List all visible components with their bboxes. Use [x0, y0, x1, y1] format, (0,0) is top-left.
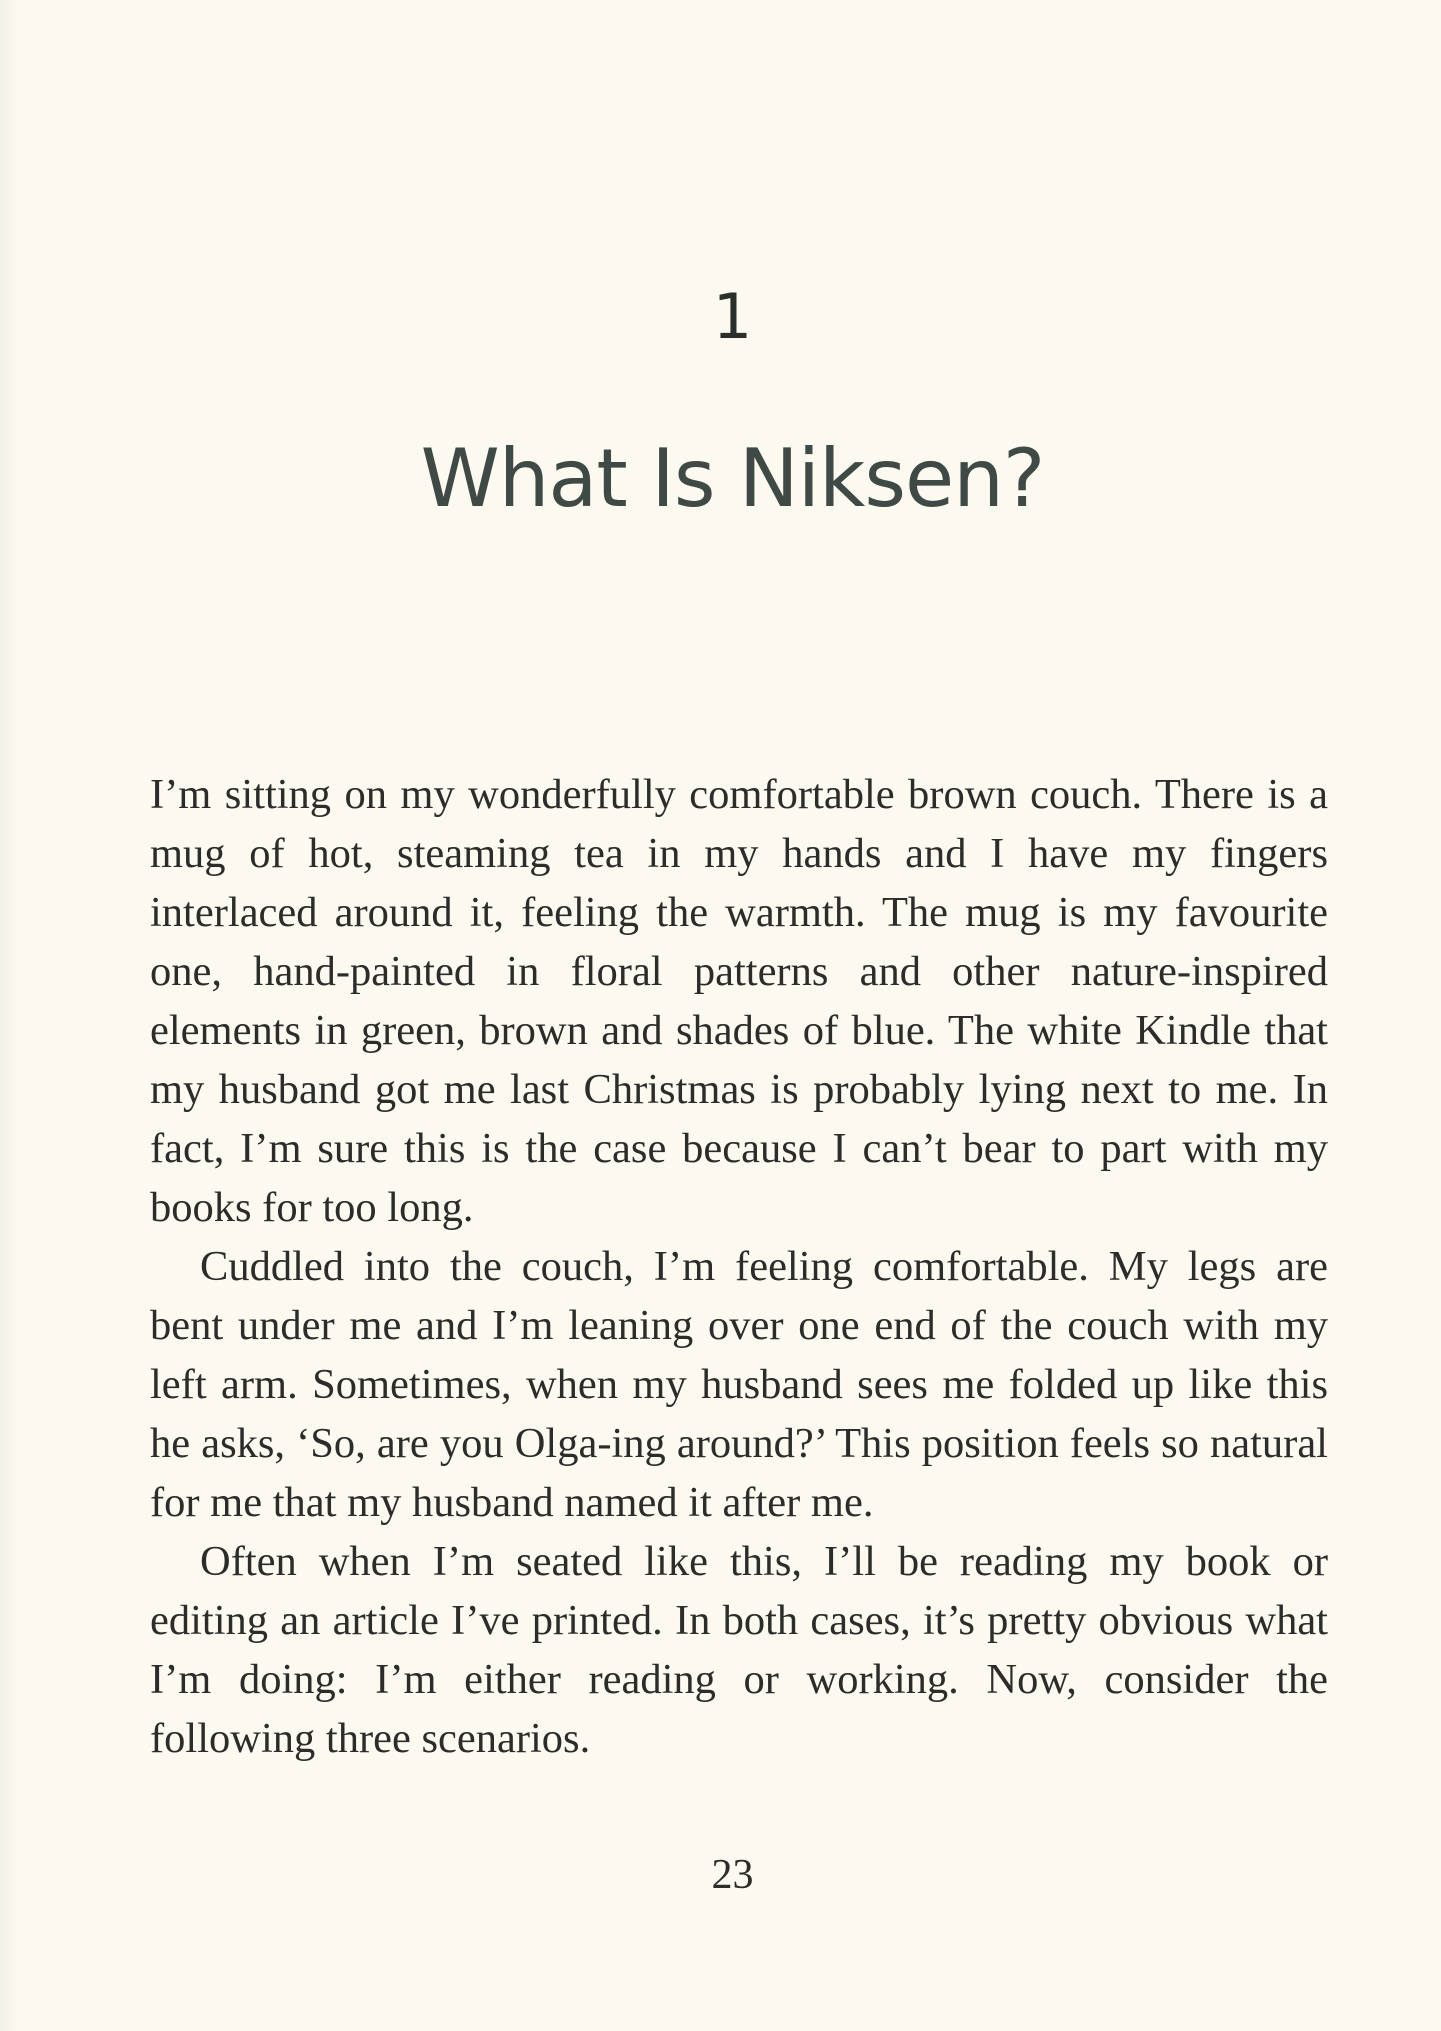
chapter-number: 1 [712, 280, 753, 353]
paragraph: Cuddled into the couch, I’m feeling comfortable. My legs are bent under me and I’m leaning over one end of the couch with my left arm. Sometimes, when my husband sees me folded up like this he asks, ‘So, are you Olga-ing around?’ This position feels so natural for me that my husband named it after me. [150, 1243, 1328, 1526]
chapter-title: What Is Niksen? [420, 432, 1045, 525]
page-number: 23 [711, 1852, 754, 1898]
paragraph: I’m sitting on my wonderfully comfortable brown couch. There is a mug of hot, steaming tea in my hands and I have my fingers interlaced around it, feeling the warmth. The mug is my favourite one, hand-painted in floral patterns and other nature-inspired elements in green, brown and shades of blue. The white Kindle that my husband got me last Christmas is probably lying next to me. In fact, I’m sure this is the case because I can’t bear to part with my books for too long. [150, 771, 1328, 1231]
chapter-body [150, 765, 1328, 1768]
paragraph: Often when I’m seated like this, I’ll be reading my book or editing an article I’ve printed. In both cases, it’s pretty obvious what I’m doing: I’m either reading or working. Now, consider the following three scenarios. [150, 1538, 1328, 1762]
